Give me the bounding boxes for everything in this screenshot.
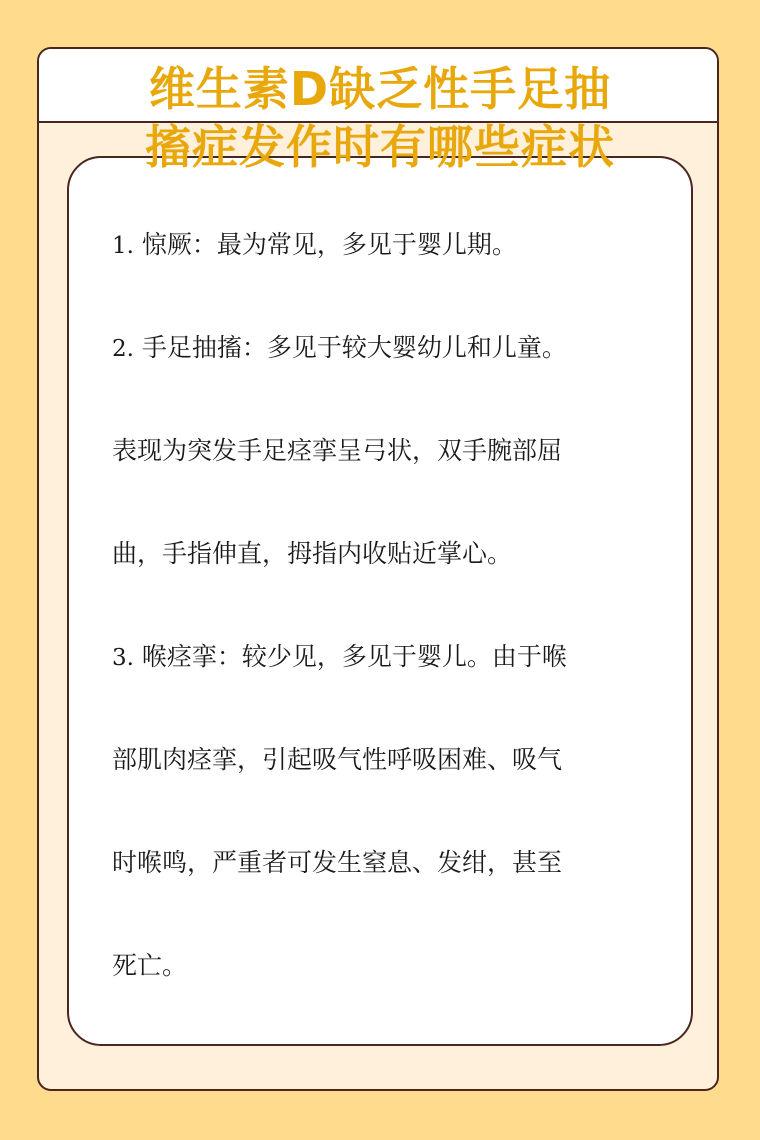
- title-line-2: 搐症发作时有哪些症状: [145, 120, 615, 174]
- item-text: 表现为突发手足痉挛呈弓状，双手腕部屈: [112, 436, 563, 465]
- list-item: [112, 720, 672, 823]
- item-text: 死亡。: [112, 951, 188, 980]
- list-item: [112, 205, 672, 308]
- item-text: 惊厥：最为常见，多见于婴儿期。: [141, 230, 517, 259]
- item-number: 1.: [112, 233, 134, 259]
- list-item: [112, 308, 672, 411]
- list-item: [112, 514, 672, 617]
- symptom-list: [112, 205, 672, 1029]
- item-text: 曲，手指伸直，拇指内收贴近掌心。: [112, 539, 513, 568]
- list-item: [112, 411, 672, 514]
- page-title: [0, 60, 760, 176]
- item-text: 部肌肉痉挛，引起吸气性呼吸困难、吸气: [112, 745, 563, 774]
- title-line-1: 维生素D缺乏性手足抽: [148, 62, 612, 116]
- list-item: [112, 926, 672, 1029]
- item-text: 时喉鸣，严重者可发生窒息、发绀，甚至: [112, 848, 563, 877]
- list-item: [112, 617, 672, 720]
- item-text: 喉痉挛：较少见，多见于婴儿。由于喉: [141, 642, 567, 671]
- list-item: [112, 823, 672, 926]
- item-number: 3.: [112, 645, 134, 671]
- item-text: 手足抽搐：多见于较大婴幼儿和儿童。: [141, 333, 567, 362]
- item-number: 2.: [112, 336, 134, 362]
